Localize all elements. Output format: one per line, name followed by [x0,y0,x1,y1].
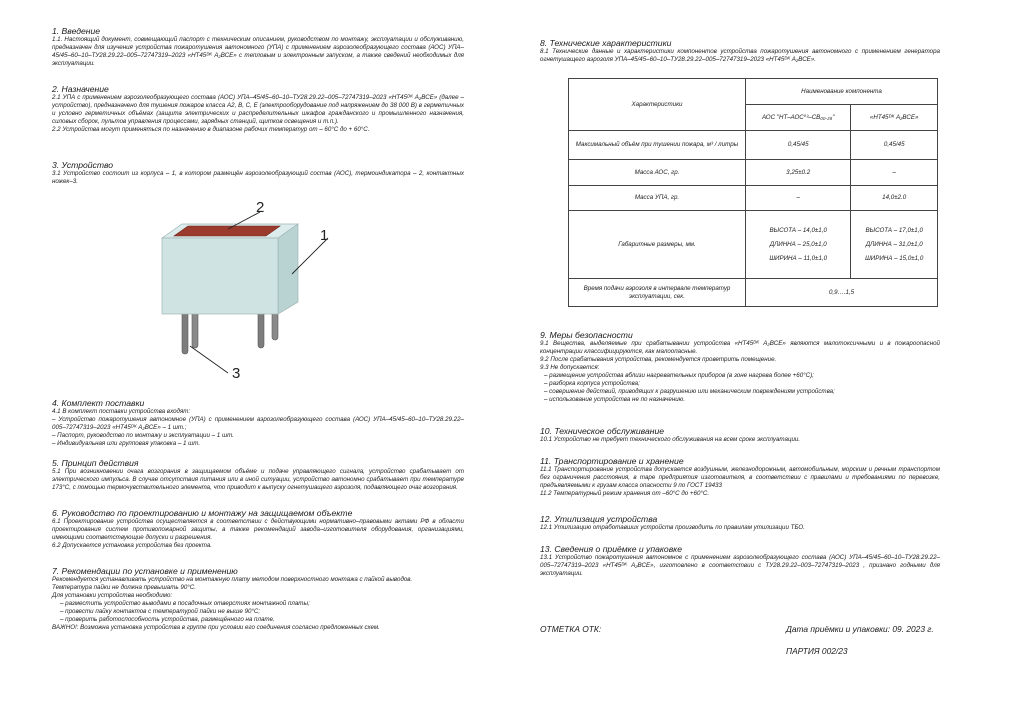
text-design-6-2: 6.2 Допускается установка устройства без проекта. [52,542,213,549]
device-housing [162,224,298,314]
text-safety-item-4: – использование устройства не по назначению. [544,396,686,403]
table-cell: 14,0±2.0 [851,186,938,211]
heading-maintenance: 10. Техническое обслуживание [540,426,665,436]
table-cell: 0,9….1,5 [746,279,938,307]
heading-design: 6. Руководство по проектированию и монтажу на защищаемом объекте [52,508,353,518]
table-cell: – [746,186,851,211]
text-purpose-2-1: 2.1 УПА с применением аэрозолеобразующего состава (АОС) УПА–45/45–60–10–ТУ28.29.22–005–72747319–2023 «НТ45ᴰᴷ А₂ВСЕ» (далее – устройство), предназначено для тушения пожаров класса А2, В, С, Е (электрооборудование под напряжением до 38 000 В) в герметичных и условно герметичных объёмах (защита электрических и распределительных шкафов гражданского и промышленного назначения, силовых сборок, пультов управления процессами, зарядных станций, щитков освещения и т.п.). [52,94,464,125]
table-cell: Время подачи аэрозоля в интервале температур эксплуатации, сек. [569,279,746,307]
text-kit-item-3: – Индивидуальная или групповая упаковка – 1 шт. [52,440,201,447]
section-device [52,160,464,186]
table-header-col-a: АОС "НТ–АОС⁰³–СВ₀₀.₂₈" [746,105,851,131]
text-safety-item-2: – разборка корпуса устройства; [544,380,640,387]
thermo-indicator [174,226,280,236]
table-cell: 0,45/45 [746,131,851,160]
text-safety-9-1: 9.1 Вещества, выделяемые при срабатывании устройства «НТ45ᴰᴷ А₂ВСЕ» являются малотоксичными и в пожароопасной концентрации классифицируются, как малоопасные. [540,340,940,355]
text-transport-11-2: 11.2 Температурный режим хранения от –60°С до +60°С. [540,490,710,497]
text-purpose-2-2: 2.2 Устройства могут применяться по назначению в диапазоне рабочих температур от – 60°С до + 60°С. [52,126,370,133]
dim-height-b: ВЫСОТА – 17,0±1,0 [865,226,923,234]
text-install-3: Для установки устройства необходимо: [52,592,173,599]
dim-width-a: ШИРИНА – 11,0±1,0 [769,254,828,262]
section-safety [540,330,940,404]
text-design-6-1: 6.1 Проектирование устройства осуществляется в соответствии с действующими нормативно–правовыми актами РФ в области проектирования систем противопожарной защиты, а также рекомендаций завода–изготовителя оборудования, организациями, имеющими соответствующие допуски и разрешения. [52,518,464,541]
section-purpose [52,84,464,134]
section-maintenance [540,426,940,444]
text-transport-11-1: 11.1 Транспортирование устройства допускается воздушным, железнодорожным, автомобильным, морским и речным транспортом без ограничения расстояния, в таре предприятия изготовителя, в соответствии с правилами и требованиями по перевозке, предъявляемыми к грузам класса опасности 9 по ГОСТ 19433 [540,466,940,489]
heading-safety: 9. Меры безопасности [540,330,633,340]
text-kit-item-1: – Устройство пожаротушения автономное (УПА) с применением аэрозолеобразующего состава (АОС) УПА–45/45–60–10–ТУ28.29.22–005–72747319–2023 «НТ45ᴰᴷ А₂ВСЕ» – 1 шт.; [52,416,464,431]
text-install-1: Рекомендуется устанавливать устройство на монтажную плату методом поверхностного монтажа с пайкой выводов. [52,576,413,583]
callout-1: 1 [320,227,329,244]
dim-length-b: ДЛИННА – 31,0±1,0 [865,240,923,248]
dim-length-a: ДЛИННА – 25,0±1,0 [769,240,827,248]
table-cell: 0,45/45 [851,131,938,160]
table-cell: 3,25±0.2 [746,160,851,186]
text-maintenance: 10.1 Устройство не требует технического обслуживания на всем сроке эксплуатации. [540,436,801,443]
heading-acceptance: 13. Сведения о приёмке и упаковке [540,544,683,554]
heading-specs: 8. Технические характеристики [540,38,672,48]
text-kit-4-1: 4.1 В комплект поставки устройства входят: [52,408,191,415]
section-transport [540,456,940,498]
heading-introduction: 1. Введение [52,26,101,36]
section-acceptance [540,544,940,578]
heading-transport: 11. Транспортирование и хранение [540,456,684,466]
text-safety-item-1: – размещение устройства вблизи нагревательных приборов (в зоне нагрева более +60°С); [544,372,814,379]
table-cell-dims-b [851,211,938,279]
heading-kit: 4. Комплект поставки [52,398,145,408]
section-introduction [52,26,464,68]
batch-number: ПАРТИЯ 002/23 [786,646,848,656]
section-install [52,566,464,632]
text-disposal: 12.1 Утилизацию отработавших устройств производить по правилам утилизации ТБО. [540,524,805,531]
heading-purpose: 2. Назначение [52,84,109,94]
text-specs: 8.1 Технические данные и характеристики компонентов устройства пожаротушения автономного с применением генератора огнетушащего аэрозоля УПА–45/45–60–10–ТУ28.29.22–005–72747319–2023 «НТ45ᴰᴷ А₂ВСЕ». [540,48,940,63]
text-install-step-1: – разместить устройство выводами в посадочных отверстиях монтажной платы; [60,600,310,607]
table-cell: Габаритные размеры, мм. [569,211,746,279]
text-install-step-2: – провести пайку контактов с температурой пайки не выше 90°С; [60,608,261,615]
table-row [569,211,938,279]
dim-height-a: ВЫСОТА – 14,0±1,0 [769,226,827,234]
otk-mark-label: ОТМЕТКА ОТК: [540,624,602,634]
text-safety-item-3: – совершение действий, приводящих к разрушению или механическим повреждениям устройства; [544,388,835,395]
table-row [569,279,938,307]
section-kit [52,398,464,448]
table-cell-dims-a [746,211,851,279]
table-cell: Максимальный объём при тушении пожара, м³ / литры [569,131,746,160]
table-header-characteristic: Характеристики [569,79,746,131]
dim-width-b: ШИРИНА – 15,0±1,0 [865,254,924,262]
text-introduction: 1.1. Настоящий документ, совмещающий паспорт с техническим описанием, руководством по монтажу, эксплуатации и обслуживанию, предназначен для изучения устройства пожаротушения автономного (УПА) с применением аэрозолеобразующего состава (АОС) УПА–45/45–60–10–ТУ28.29.22–005–72747319–2023 «НТ45ᴰᴷ А₂ВСЕ» с тепловым и электронным запуском, а также сведений необходимых для эксплуатации. [52,36,464,67]
table-cell: Масса АОС, гр. [569,160,746,186]
callout-3: 3 [232,365,241,381]
table-header-col-b: «НТ45ᴰᴷ А₂ВСЕ» [851,105,938,131]
table-cell: Масса УПА, гр. [569,186,746,211]
heading-disposal: 12. Утилизация устройства [540,514,658,524]
table-row [569,160,938,186]
table-cell: – [851,160,938,186]
section-principle [52,458,464,492]
text-install-important: ВАЖНО!: Возможна установка устройства в группе при условии его соединения согласно предложенных схем. [52,624,380,631]
acceptance-date: Дата приёмки и упаковки: 09. 2023 г. [786,624,934,634]
section-design [52,508,464,550]
heading-principle: 5. Принцип действия [52,458,139,468]
spec-table [568,78,938,307]
table-header-component: Наименование компонента [746,79,938,105]
section-disposal [540,514,940,532]
text-kit-item-2: – Паспорт, руководство по монтажу и эксплуатации – 1 шт. [52,432,234,439]
text-safety-9-2: 9.2 После срабатывания устройства, рекомендуется проветрить помещение. [540,356,777,363]
text-principle: 5.1 При возникновении очага возгорания в защищаемом объёме и подаче управляющего сигнала, устройство срабатывает от электрического импульса. В случае отсутствия питания или в иной ситуации, устройство автономно срабатывает при температуре 173°С, с помощью термочувствительного элемента, что приводит к выпуску огнетушащего аэрозоля, подавляющего очаг возгорания. [52,468,464,491]
heading-install: 7. Рекомендации по установке и применению [52,566,238,576]
table-row [569,131,938,160]
device-illustration [132,196,332,381]
text-safety-9-3: 9.3 Не допускается: [540,364,600,371]
text-install-step-3: – проверить работоспособность устройства, размещённого на плате. [60,616,275,623]
text-acceptance: 13.1 Устройство пожаротушения автономное с применением аэрозолеобразующего состава (АОС) УПА–45/45–60–10–ТУ28.29.22–005–72747319–2023 «НТ45ᴰᴷ А₂ВСЕ», изготовлено в соответствии с ТУ28.29.22–003–72747319–2023 , признано годными для эксплуатации. [540,554,940,577]
callout-2: 2 [256,199,265,216]
section-specs [540,38,940,64]
text-device: 3.1 Устройство состоит из корпуса – 1, в котором размещён аэрозолеобразующий состав (АОС), термоиндикатора – 2, контактных ножек–3. [52,170,464,185]
text-install-2: Температура пайки не должна превышать 90°С. [52,584,196,591]
heading-device: 3. Устройство [52,160,114,170]
table-row [569,186,938,211]
